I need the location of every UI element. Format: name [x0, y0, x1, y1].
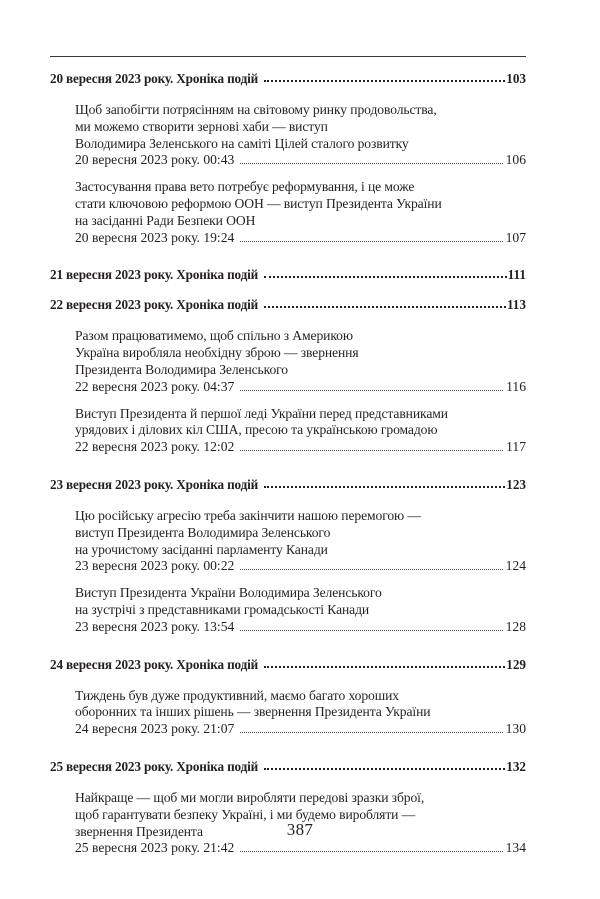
- dot-leader: [240, 380, 503, 391]
- section-page-number: 111: [507, 267, 526, 283]
- dot-leader: [240, 722, 502, 733]
- dot-leader: [264, 654, 505, 668]
- toc-entry[interactable]: [75, 406, 526, 456]
- dot-leader: [240, 559, 502, 570]
- entry-page-number: 117: [506, 439, 526, 455]
- toc-entry[interactable]: [75, 102, 526, 169]
- section-title: 22 вересня 2023 року. Хроніка подій: [50, 297, 259, 313]
- toc-section: [50, 261, 526, 291]
- entry-title-line: ми можемо створити зернові хаби — виступ: [75, 118, 328, 134]
- toc-entry[interactable]: [75, 179, 526, 246]
- dot-leader: [264, 294, 506, 308]
- toc-section: [50, 753, 526, 872]
- section-title: 25 вересня 2023 року. Хроніка подій: [50, 758, 259, 774]
- section-title: 21 вересня 2023 року. Хроніка подій: [50, 267, 259, 283]
- entry-page-number: 130: [505, 721, 526, 737]
- section-page-number: 129: [506, 656, 526, 672]
- dot-leader: [264, 474, 505, 488]
- entry-date: 22 вересня 2023 року. 12:02: [75, 439, 235, 455]
- entry-title-line: Виступ Президента України Володимира Зеленського: [75, 585, 382, 601]
- toc-entry[interactable]: [75, 328, 526, 395]
- entry-title-line: на урочистому засіданні парламенту Канади: [75, 541, 328, 557]
- entry-title-line: урядових і ділових кіл США, пресою та українською громадою: [75, 422, 438, 438]
- section-page-number: 103: [506, 71, 526, 86]
- entry-title-line: Президента Володимира Зеленського: [75, 361, 289, 377]
- table-of-contents: [50, 56, 526, 872]
- entry-title-line: Застосування права вето потребує реформування, і це може: [75, 179, 415, 195]
- entry-page-number: 128: [505, 618, 526, 634]
- toc-section: [50, 291, 526, 471]
- toc-section-header[interactable]: [50, 753, 526, 779]
- entry-title-line: стати ключовою реформою ООН — виступ Президента України: [75, 195, 442, 211]
- page-number: 387: [286, 820, 314, 839]
- toc-section: [50, 471, 526, 651]
- toc-entry[interactable]: [75, 585, 526, 635]
- entry-title-line: оборонних та інших рішень — звернення Президента України: [75, 704, 431, 720]
- toc-section-header[interactable]: [50, 65, 526, 91]
- section-title: 23 вересня 2023 року. Хроніка подій: [50, 476, 259, 492]
- entry-title-line: Виступ Президента й першої леді України перед представниками: [75, 405, 448, 421]
- entry-title-line: Володимира Зеленського на саміті Цілей сталого розвитку: [75, 135, 409, 151]
- entry-title-line: на засіданні Ради Безпеки ООН: [75, 212, 256, 228]
- entry-title-line: Цю російську агресію треба закінчити нашою перемогою —: [75, 507, 421, 523]
- entry-date: 20 вересня 2023 року. 19:24: [75, 229, 235, 245]
- section-title: 20 вересня 2023 року. Хроніка подій: [50, 71, 259, 86]
- entry-date: 20 вересня 2023 року. 00:43: [75, 152, 235, 168]
- toc-entry[interactable]: [75, 688, 526, 738]
- entry-page-number: 106: [505, 152, 526, 168]
- dot-leader: [240, 153, 502, 164]
- entry-title-line: щоб гарантувати безпеку Україні, і ми будемо виробляти —: [75, 806, 416, 822]
- entry-title-line: виступ Президента Володимира Зеленського: [75, 524, 331, 540]
- dot-leader: [240, 231, 502, 242]
- entry-title-line: Україна виробляла необхідну зброю — звернення: [75, 345, 359, 361]
- entry-date: 23 вересня 2023 року. 13:54: [75, 618, 235, 634]
- toc-entry[interactable]: [75, 508, 526, 575]
- toc-section-header[interactable]: [50, 291, 526, 317]
- section-page-number: 123: [506, 476, 526, 492]
- section-title: 24 вересня 2023 року. Хроніка подій: [50, 656, 259, 672]
- top-rule-divider: [50, 56, 526, 57]
- entry-title-line: Разом працюватимемо, щоб спільно з Америкою: [75, 328, 353, 344]
- toc-section: [50, 651, 526, 753]
- entry-page-number: 134: [505, 840, 526, 856]
- entry-page-number: 107: [505, 229, 526, 245]
- dot-leader: [240, 440, 503, 451]
- entry-date: 23 вересня 2023 року. 00:22: [75, 558, 235, 574]
- toc-section-header[interactable]: [50, 471, 526, 497]
- entry-page-number: 116: [506, 378, 526, 394]
- entry-title-line: Тиждень був дуже продуктивний, маємо багато хороших: [75, 687, 399, 703]
- dot-leader: [264, 756, 505, 770]
- entry-date: 24 вересня 2023 року. 21:07: [75, 721, 235, 737]
- entry-title-line: Щоб запобігти потрясінням на світовому ринку продовольства,: [75, 102, 437, 117]
- entry-page-number: 124: [505, 558, 526, 574]
- entry-title-line: на зустрічі з представниками громадськості Канади: [75, 601, 370, 617]
- section-page-number: 132: [506, 758, 526, 774]
- dot-leader: [264, 264, 507, 278]
- dot-leader: [240, 841, 502, 852]
- entry-title-line: Найкраще — щоб ми могли виробляти передові зразки зброї,: [75, 789, 425, 805]
- entry-title-line: звернення Президента: [75, 823, 203, 839]
- toc-section-header[interactable]: [50, 261, 526, 291]
- entry-date: 22 вересня 2023 року. 04:37: [75, 378, 235, 394]
- entry-date: 25 вересня 2023 року. 21:42: [75, 840, 235, 856]
- toc-section-header[interactable]: [50, 651, 526, 677]
- section-page-number: 113: [506, 297, 526, 313]
- dot-leader: [264, 68, 505, 82]
- toc-section: [50, 65, 526, 261]
- dot-leader: [240, 620, 502, 631]
